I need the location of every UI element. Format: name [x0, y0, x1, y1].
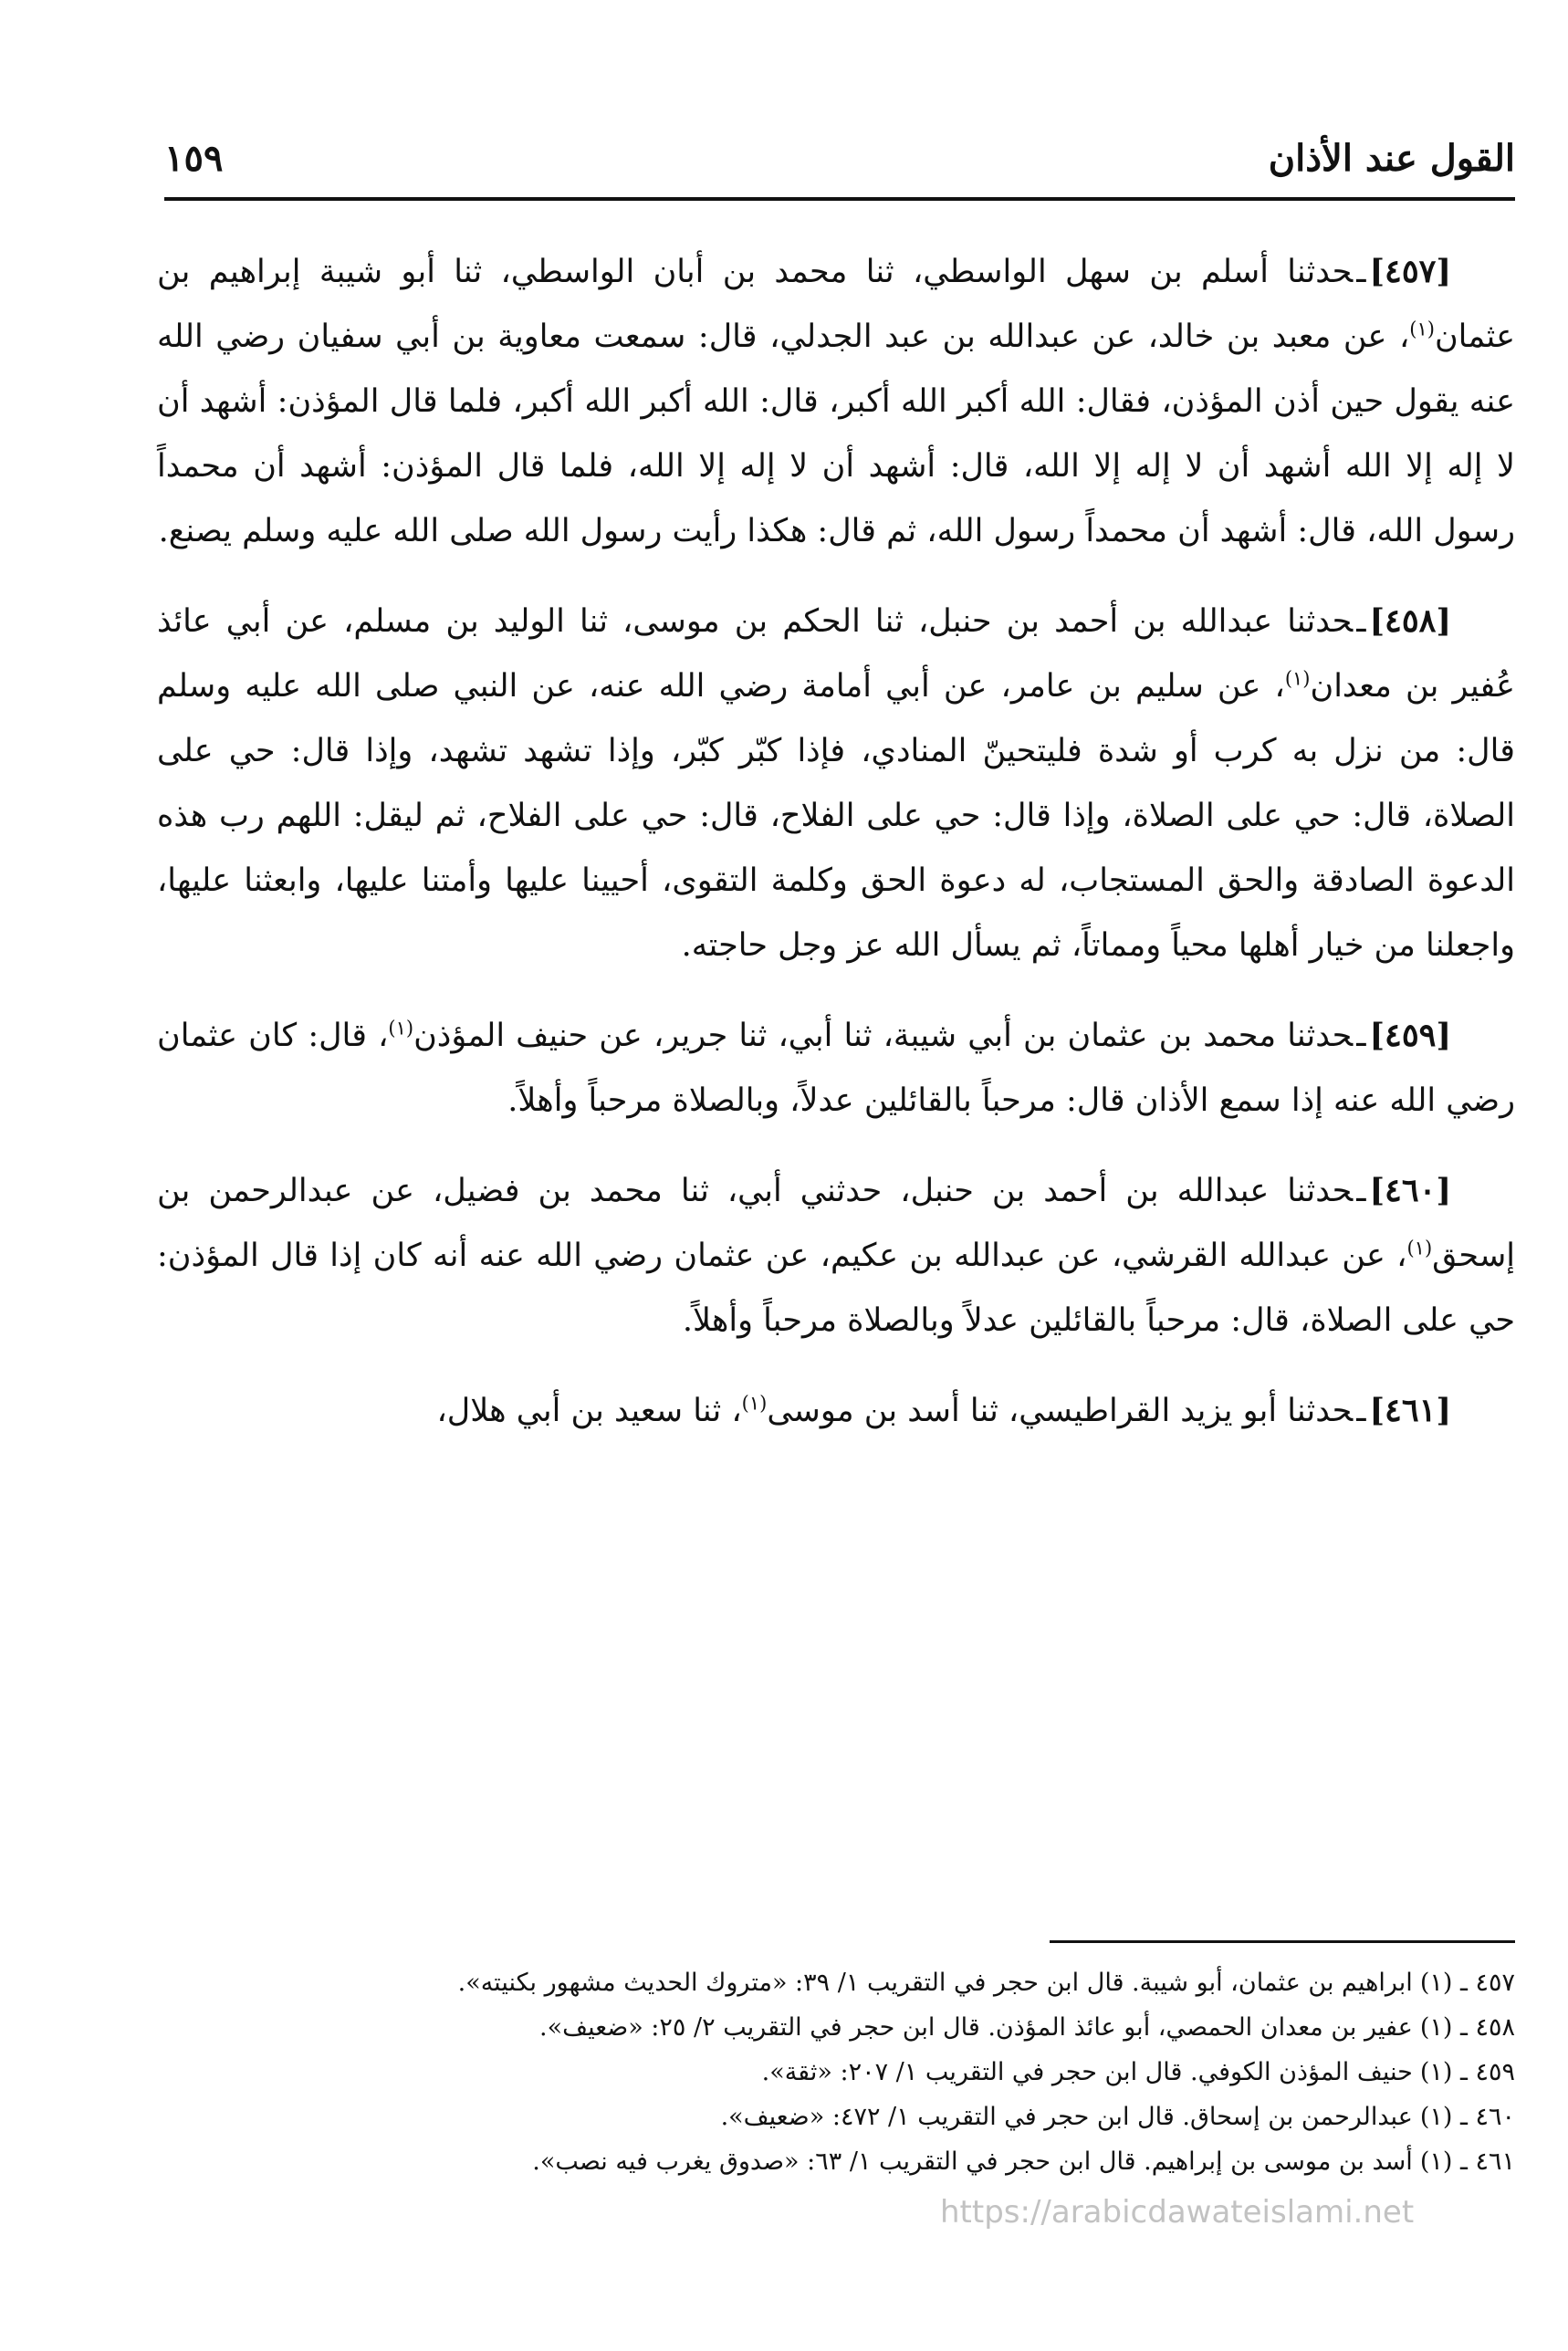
hadith-text-cont: ، عن معبد بن خالد، عن عبدالله بن عبد الجدلي، قال: سمعت معاوية بن أبي سفيان رضي الله عنه يقول حين أذن المؤذن، فقال: الله أكبر الله أكبر، قال: الله أكبر الله أكبر، فلما قال المؤذن: أشهد أن لا إله إلا الله أشهد أن لا إله إلا الله، قال: أشهد أن لا إله إلا الله، فلما قال المؤذن: أشهد أن محمداً رسول الله، قال: أشهد أن محمداً رسول الله، ثم قال: هكذا رأيت رسول الله صلى الله عليه وسلم يصنع. — [157, 319, 1515, 549]
hadith-number: [٤٦٠] — [1369, 1172, 1451, 1209]
footnote-ref: ٤٦٠ ـ (١) — [1419, 2103, 1515, 2131]
hadith-457: [٤٥٧]ـحدثنا أسلم بن سهل الواسطي، ثنا محمد بن أبان الواسطي، ثنا أبو شيبة إبراهيم بن عثمان$^{(١)}$، عن معبد بن خالد، عن عبدالله بن عبد الجدلي، قال: سمعت معاوية بن أبي سفيان رضي الله عنه يقول حين أذن المؤذن، فقال: الله أكبر الله أكبر، قال: الله أكبر الله أكبر، فلما قال المؤذن: أشهد أن لا إله إلا الله أشهد أن لا إله إلا الله، قال: أشهد أن لا إله إلا الله، فلما قال المؤذن: أشهد أن محمداً رسول الله، قال: أشهد أن محمداً رسول الله، ثم قال: هكذا رأيت رسول الله صلى الله عليه وسلم يصنع. — [157, 253, 1515, 549]
footnote-text: ابراهيم بن عثمان، أبو شيبة. قال ابن حجر في التقريب ١/ ٣٩: «متروك الحديث مشهور بكنيته». — [457, 1969, 1413, 1997]
hadith-text-cont: ، ثنا سعيد بن أبي هلال، — [436, 1393, 742, 1429]
footnote-text: عبدالرحمن بن إسحاق. قال ابن حجر في التقريب ١/ ٤٧٢: «ضعيف». — [720, 2103, 1413, 2131]
hadith-text-cont: ، قال: كان عثمان رضي الله عنه إذا سمع الأذان قال: مرحباً بالقائلين عدلاً، وبالصلاة مرحباً وأهلاً. — [157, 1018, 1515, 1119]
hadith-text: حدثنا محمد بن عثمان بن أبي شيبة، ثنا أبي، ثنا جرير، عن حنيف المؤذن — [413, 1018, 1354, 1054]
hadith-459: [٤٥٩]ـحدثنا محمد بن عثمان بن أبي شيبة، ثنا أبي، ثنا جرير، عن حنيف المؤذن$^{(١)}$، قال: كان عثمان رضي الله عنه إذا سمع الأذان قال: مرحباً بالقائلين عدلاً، وبالصلاة مرحباً وأهلاً. — [157, 1017, 1515, 1119]
footnote-marker: (١) — [741, 1392, 768, 1415]
footnote-marker: (١) — [1406, 1237, 1433, 1259]
running-title: القول عند الأذان — [1268, 137, 1515, 180]
footnote-ref: ٤٥٨ ـ (١) — [1419, 2013, 1515, 2042]
footnote — [157, 2095, 1515, 2139]
hadith-460: [٤٦٠]ـحدثنا عبدالله بن أحمد بن حنبل، حدثني أبي، ثنا محمد بن فضيل، عن عبدالرحمن بن إسحق$^{(١)}$، عن عبدالله القرشي، عن عبدالله بن عكيم، عن عثمان رضي الله عنه أنه كان إذا قال المؤذن: حي على الصلاة، قال: مرحباً بالقائلين عدلاً وبالصلاة مرحباً وأهلاً. — [157, 1172, 1515, 1339]
watermark-url: https://arabicdawateislami.net — [940, 2194, 1415, 2231]
footnote — [157, 2139, 1515, 2184]
hadith-text-cont: ، عن عبدالله القرشي، عن عبدالله بن عكيم، عن عثمان رضي الله عنه أنه كان إذا قال المؤذن: حي على الصلاة، قال: مرحباً بالقائلين عدلاً وبالصلاة مرحباً وأهلاً. — [157, 1238, 1515, 1339]
footnote — [157, 2050, 1515, 2095]
hadith-number: [٤٥٨] — [1369, 602, 1451, 640]
footnote-text: عفير بن معدان الحمصي، أبو عائذ المؤذن. قال ابن حجر في التقريب ٢/ ٢٥: «ضعيف». — [539, 2013, 1413, 2042]
footnote — [157, 2005, 1515, 2050]
footnote — [157, 1960, 1515, 2005]
footnote-marker: (١) — [1284, 667, 1311, 690]
footnote-text: حنيف المؤذن الكوفي. قال ابن حجر في التقريب ١/ ٢٠٧: «ثقة». — [761, 2058, 1413, 2086]
footnote-ref: ٤٥٩ ـ (١) — [1419, 2058, 1515, 2086]
hadith-number: [٤٥٩] — [1369, 1017, 1451, 1054]
hadith-461: [٤٦١]ـحدثنا أبو يزيد القراطيسي، ثنا أسد بن موسى$^{(١)}$، ثنا سعيد بن أبي هلال، — [436, 1392, 1451, 1429]
hadith-number: [٤٥٧] — [1369, 253, 1451, 290]
hadith-text: حدثنا عبدالله بن أحمد بن حنبل، حدثني أبي، ثنا محمد بن فضيل، عن عبدالرحمن بن إسحق — [157, 1173, 1515, 1274]
header-rule — [164, 197, 1515, 201]
footnote-separator — [1050, 1940, 1515, 1943]
footnote-text: أسد بن موسى بن إبراهيم. قال ابن حجر في التقريب ١/ ٦٣: «صدوق يغرب فيه نصب». — [532, 2147, 1413, 2176]
footnote-marker: (١) — [1409, 318, 1435, 340]
hadith-number: [٤٦١] — [1369, 1392, 1451, 1429]
footnote-ref: ٤٥٧ ـ (١) — [1419, 1969, 1515, 1997]
footnote-marker: (١) — [388, 1017, 414, 1040]
hadith-text-cont: ، عن سليم بن عامر، عن أبي أمامة رضي الله عنه، عن النبي صلى الله عليه وسلم قال: من نزل به كرب أو شدة فليتحينّ المنادي، فإذا كبّر كبّر، وإذا تشهد تشهد، وإذا قال: حي على الصلاة، قال: حي على الصلاة، وإذا قال: حي على الفلاح، قال: حي على الفلاح، ثم ليقل: اللهم رب هذه الدعوة الصادقة والحق المستجاب، له دعوة الحق وكلمة التقوى، أحيينا عليها وأمتنا عليها، وابعثنا عليها، واجعلنا من خيار أهلها محياً ومماتاً، ثم يسأل الله عز وجل حاجته. — [157, 668, 1515, 964]
main-text — [157, 239, 1515, 1468]
hadith-text: حدثنا أبو يزيد القراطيسي، ثنا أسد بن موسى — [767, 1393, 1354, 1429]
footnotes — [157, 1960, 1515, 2184]
page-header — [164, 137, 1515, 192]
hadith-text: حدثنا عبدالله بن أحمد بن حنبل، ثنا الحكم بن موسى، ثنا الوليد بن مسلم، عن أبي عائذ عُفير بن معدان — [157, 603, 1515, 705]
hadith-text: حدثنا أسلم بن سهل الواسطي، ثنا محمد بن أبان الواسطي، ثنا أبو شيبة إبراهيم بن عثمان — [157, 254, 1515, 355]
hadith-458: [٤٥٨]ـحدثنا عبدالله بن أحمد بن حنبل، ثنا الحكم بن موسى، ثنا الوليد بن مسلم، عن أبي عائذ عُفير بن معدان$^{(١)}$، عن سليم بن عامر، عن أبي أمامة رضي الله عنه، عن النبي صلى الله عليه وسلم قال: من نزل به كرب أو شدة فليتحينّ المنادي، فإذا كبّر كبّر، وإذا تشهد تشهد، وإذا قال: حي على الصلاة، قال: حي على الصلاة، وإذا قال: حي على الفلاح، قال: حي على الفلاح، ثم ليقل: اللهم رب هذه الدعوة الصادقة والحق المستجاب، له دعوة الحق وكلمة التقوى، أحيينا عليها وأمتنا عليها، وابعثنا عليها، واجعلنا من خيار أهلها محياً ومماتاً، ثم يسأل الله عز وجل حاجته. — [157, 602, 1515, 964]
footnote-ref: ٤٦١ ـ (١) — [1419, 2147, 1515, 2176]
page-number: ١٥٩ — [164, 137, 224, 180]
